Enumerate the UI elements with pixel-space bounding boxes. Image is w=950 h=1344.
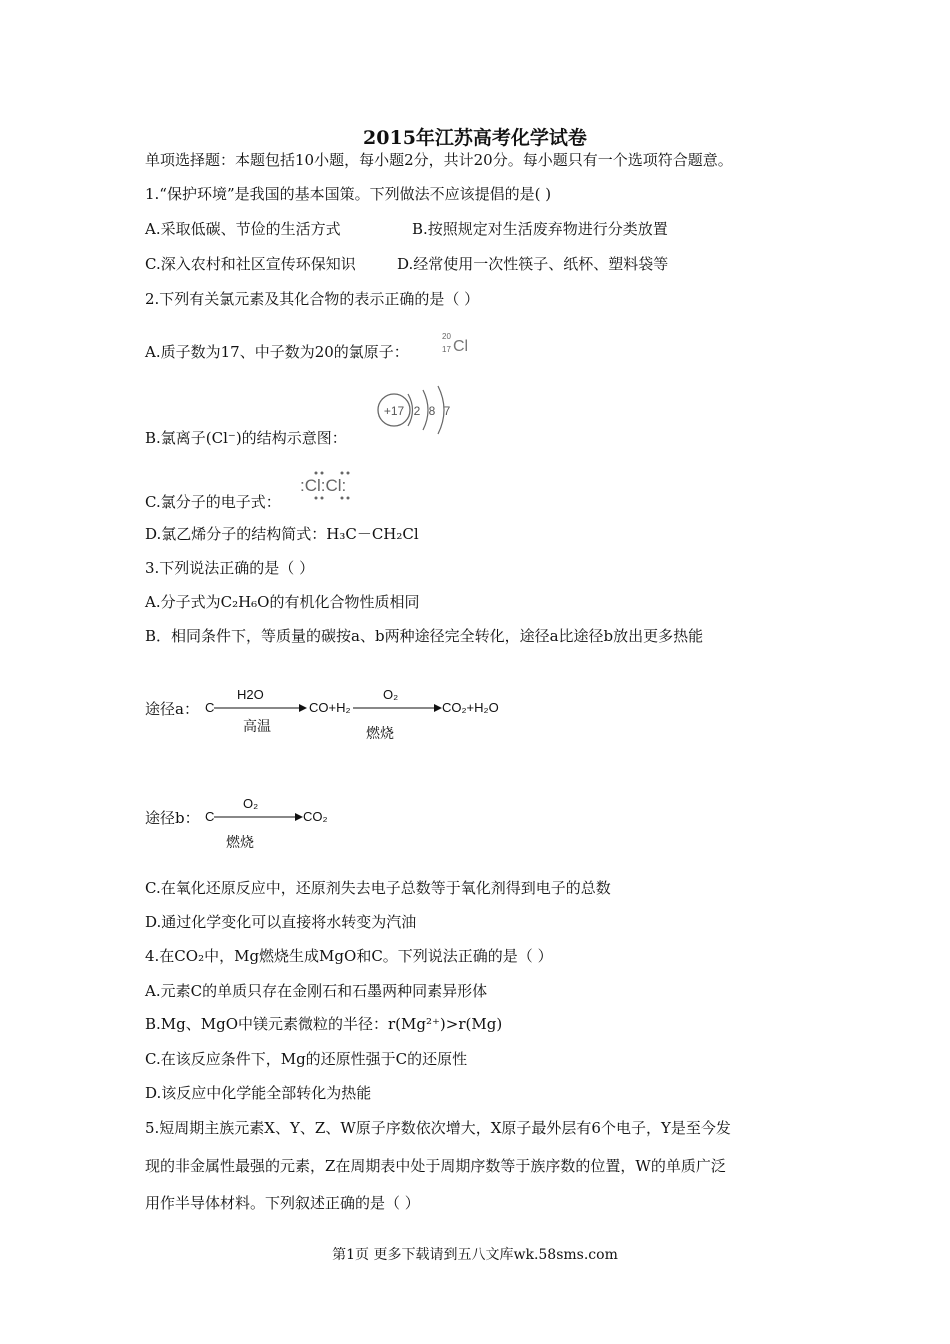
q4-option-b: B.Mg、MgO中镁元素微粒的半径：r(Mg²⁺)>r(Mg) xyxy=(145,1015,503,1033)
q1-option-b: B.按照规定对生活废弃物进行分类放置 xyxy=(412,220,668,238)
q2-option-c: C.氯分子的电子式： xyxy=(145,493,281,511)
q2-stem: 2.下列有关氯元素及其化合物的表示正确的是（ ） xyxy=(145,290,480,308)
q5-line-2: 现的非金属性最强的元素，Z在周期表中处于周期序数等于族序数的位置，W的单质广泛 xyxy=(145,1157,726,1175)
shell-arc-2 xyxy=(423,390,428,430)
q4-option-a: A.元素C的单质只存在金刚石和石墨两种同素异形体 xyxy=(145,982,488,1000)
q4-option-d: D.该反应中化学能全部转化为热能 xyxy=(145,1084,372,1102)
route-a-reagent-2: O₂ xyxy=(383,687,399,702)
shell-electrons-2: 8 xyxy=(428,404,436,418)
nucleus-charge: +17 xyxy=(383,404,405,418)
isotope-atomic-number: 17 xyxy=(442,345,451,354)
route-b-reagent: O₂ xyxy=(243,796,259,811)
route-b-reaction-scheme xyxy=(200,790,360,855)
q2-option-a: A.质子数为17、中子数为20的氯原子： xyxy=(145,343,409,361)
route-a-condition-2: 燃烧 xyxy=(366,725,394,741)
isotope-element-symbol: Cl xyxy=(453,338,469,355)
shell-electrons-1: 2 xyxy=(413,404,421,418)
route-a-product: CO₂+H₂O xyxy=(442,700,499,715)
route-a-intermediate: CO+H₂ xyxy=(309,700,351,715)
page-footer: 第1页 更多下载请到五八文库wk.58sms.com xyxy=(332,1247,618,1263)
q3-stem: 3.下列说法正确的是（ ） xyxy=(145,559,315,577)
page-title: 2015年江苏高考化学试卷 xyxy=(363,127,587,149)
chloride-ion-structure-diagram xyxy=(373,382,455,442)
q1-option-d: D.经常使用一次性筷子、纸杯、塑料袋等 xyxy=(397,255,669,273)
route-b-product: CO₂ xyxy=(303,809,328,824)
route-a-reaction-scheme xyxy=(200,680,520,750)
q3-option-c: C.在氧化还原反应中，还原剂失去电子总数等于氧化剂得到电子的总数 xyxy=(145,879,611,897)
route-b-start: C xyxy=(205,809,215,824)
q1-stem: 1.“保护环境”是我国的基本国策。下列做法不应该提倡的是( ) xyxy=(145,185,552,203)
q5-line-3: 用作半导体材料。下列叙述正确的是（ ） xyxy=(145,1194,420,1212)
q5-line-1: 5.短周期主族元素X、Y、Z、W原子序数依次增大，X原子最外层有6个电子，Y是至今发 xyxy=(145,1119,731,1137)
q2-option-b: B.氯离子(Cl⁻)的结构示意图： xyxy=(145,429,347,447)
route-a-reagent-1: H2O xyxy=(237,687,264,702)
electron-dot-formula-text: :Cl:Cl: xyxy=(300,476,347,495)
q1-option-c: C.深入农村和社区宣传环保知识 xyxy=(145,255,356,273)
chlorine-isotope-symbol xyxy=(438,329,480,357)
route-a-condition-1: 高温 xyxy=(243,718,271,734)
q3-option-b: B．相同条件下，等质量的碳按a、b两种途径完全转化，途径a比途径b放出更多热能 xyxy=(145,627,704,645)
route-b-condition: 燃烧 xyxy=(226,834,254,850)
isotope-mass-number: 20 xyxy=(442,332,451,341)
route-a-start: C xyxy=(205,700,215,715)
route-b-label: 途径b： xyxy=(145,809,200,827)
route-a-label: 途径a： xyxy=(145,700,199,718)
shell-electrons-3: 7 xyxy=(443,404,451,418)
q4-stem: 4.在CO₂中，Mg燃烧生成MgO和C。下列说法正确的是（ ） xyxy=(145,947,553,965)
q3-option-a: A.分子式为C₂H₆O的有机化合物性质相同 xyxy=(145,593,420,611)
q1-option-a: A.采取低碳、节俭的生活方式 xyxy=(145,220,341,238)
chlorine-electron-dot-formula xyxy=(300,469,368,501)
instructions: 单项选择题：本题包括10小题，每小题2分，共计20分。每小题只有一个选项符合题意。 xyxy=(145,151,733,169)
q4-option-c: C.在该反应条件下，Mg的还原性强于C的还原性 xyxy=(145,1050,468,1068)
q2-option-d: D.氯乙烯分子的结构简式：H₃C－CH₂Cl xyxy=(145,525,419,543)
q3-option-d: D.通过化学变化可以直接将水转变为汽油 xyxy=(145,913,417,931)
